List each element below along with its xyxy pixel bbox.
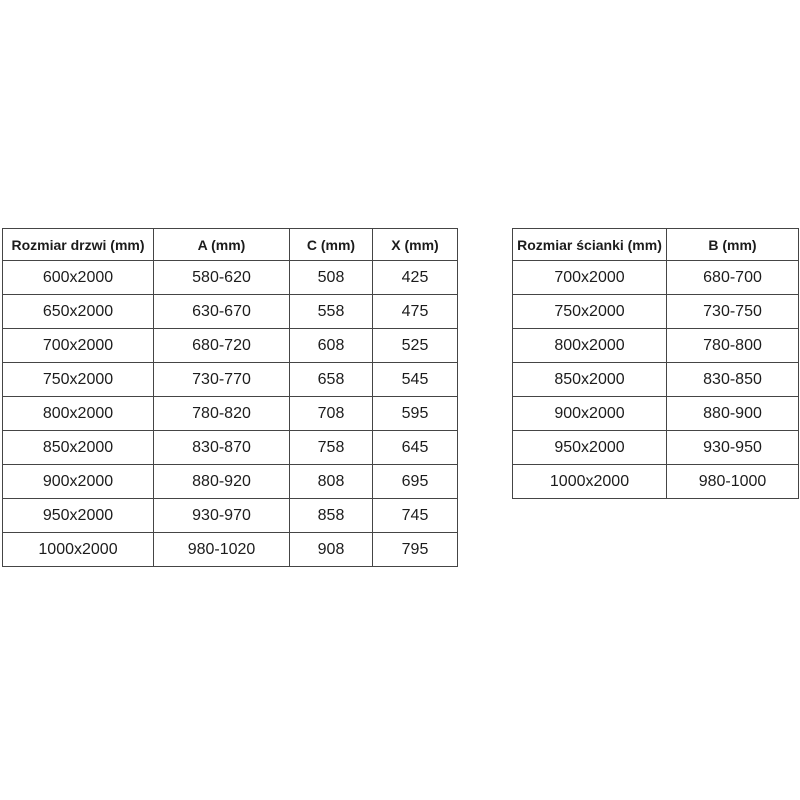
- table-cell: 695: [373, 465, 458, 499]
- table-row: [513, 329, 799, 363]
- table-cell: 758: [290, 431, 373, 465]
- table-cell: 800x2000: [513, 329, 667, 363]
- table-cell: 558: [290, 295, 373, 329]
- table-cell: 780-800: [667, 329, 799, 363]
- table-cell: 880-920: [154, 465, 290, 499]
- table-row: [3, 329, 458, 363]
- table-cell: 950x2000: [513, 431, 667, 465]
- header-row: [3, 229, 458, 261]
- table-cell: 650x2000: [3, 295, 154, 329]
- table-row: [513, 363, 799, 397]
- column-header: A (mm): [154, 229, 290, 261]
- table-row: [513, 261, 799, 295]
- table-cell: 645: [373, 431, 458, 465]
- table-cell: 750x2000: [3, 363, 154, 397]
- table-cell: 858: [290, 499, 373, 533]
- table-cell: 475: [373, 295, 458, 329]
- table-row: [3, 295, 458, 329]
- table-cell: 980-1020: [154, 533, 290, 567]
- table-row: [3, 465, 458, 499]
- table-cell: 730-750: [667, 295, 799, 329]
- table-row: [3, 499, 458, 533]
- table-row: [513, 431, 799, 465]
- table-cell: 630-670: [154, 295, 290, 329]
- table-cell: 525: [373, 329, 458, 363]
- table-cell: 1000x2000: [3, 533, 154, 567]
- table-row: [3, 261, 458, 295]
- table-cell: 700x2000: [3, 329, 154, 363]
- table-cell: 1000x2000: [513, 465, 667, 499]
- table-cell: 830-870: [154, 431, 290, 465]
- table-cell: 795: [373, 533, 458, 567]
- table-row: [3, 397, 458, 431]
- table-cell: 708: [290, 397, 373, 431]
- column-header: B (mm): [667, 229, 799, 261]
- table-cell: 680-720: [154, 329, 290, 363]
- table-cell: 880-900: [667, 397, 799, 431]
- table-cell: 830-850: [667, 363, 799, 397]
- table-cell: 908: [290, 533, 373, 567]
- header-row: [513, 229, 799, 261]
- table-cell: 808: [290, 465, 373, 499]
- table-row: [3, 431, 458, 465]
- table-cell: 930-950: [667, 431, 799, 465]
- door-sizes-table: [2, 228, 458, 567]
- table-cell: 425: [373, 261, 458, 295]
- column-header: X (mm): [373, 229, 458, 261]
- table-cell: 900x2000: [513, 397, 667, 431]
- table-cell: 658: [290, 363, 373, 397]
- table-cell: 600x2000: [3, 261, 154, 295]
- column-header: C (mm): [290, 229, 373, 261]
- table-cell: 580-620: [154, 261, 290, 295]
- table-cell: 700x2000: [513, 261, 667, 295]
- table-row: [513, 295, 799, 329]
- table-cell: 508: [290, 261, 373, 295]
- table-cell: 595: [373, 397, 458, 431]
- column-header: Rozmiar ścianki (mm): [513, 229, 667, 261]
- table-cell: 950x2000: [3, 499, 154, 533]
- wall-sizes-table: [512, 228, 799, 499]
- table-cell: 680-700: [667, 261, 799, 295]
- table-row: [3, 363, 458, 397]
- table-cell: 850x2000: [513, 363, 667, 397]
- table-cell: 930-970: [154, 499, 290, 533]
- table-row: [513, 397, 799, 431]
- table-cell: 730-770: [154, 363, 290, 397]
- column-header: Rozmiar drzwi (mm): [3, 229, 154, 261]
- table-cell: 780-820: [154, 397, 290, 431]
- table-cell: 980-1000: [667, 465, 799, 499]
- table-cell: 750x2000: [513, 295, 667, 329]
- table-cell: 608: [290, 329, 373, 363]
- table-row: [513, 465, 799, 499]
- table-cell: 850x2000: [3, 431, 154, 465]
- table-cell: 900x2000: [3, 465, 154, 499]
- table-row: [3, 533, 458, 567]
- table-cell: 545: [373, 363, 458, 397]
- table-cell: 800x2000: [3, 397, 154, 431]
- table-cell: 745: [373, 499, 458, 533]
